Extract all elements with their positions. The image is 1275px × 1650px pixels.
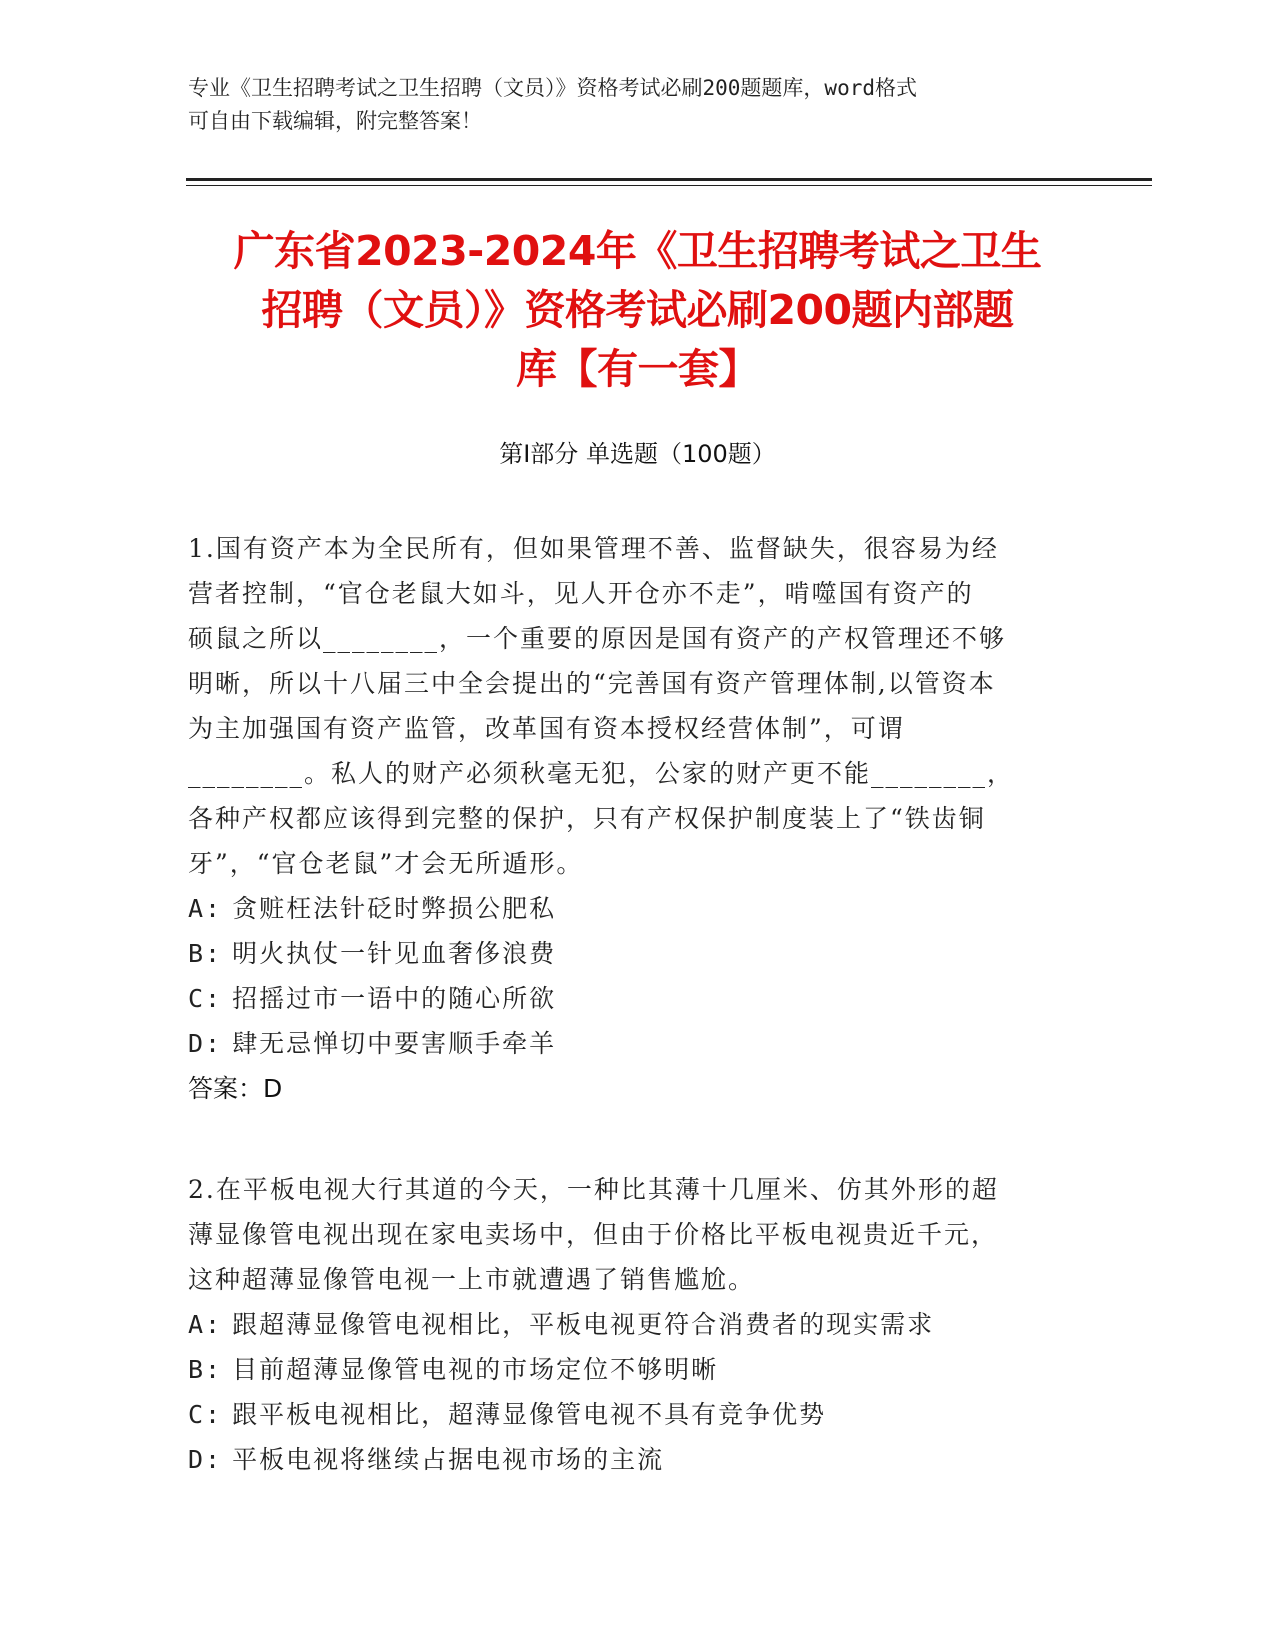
option-letter: A:: [188, 1310, 223, 1339]
option-letter: C:: [188, 984, 223, 1013]
option-text: 招摇过市一语中的随心所欲: [232, 984, 557, 1013]
option-a: [188, 886, 1088, 931]
document-title: [150, 222, 1125, 399]
stem-line: 1.国有资产本为全民所有，但如果管理不善、监督缺失，很容易为经: [188, 534, 999, 563]
header-note: [188, 72, 1088, 138]
header-note-line: 专业《卫生招聘考试之卫生招聘（文员）》资格考试必刷200题题库，word格式: [188, 76, 917, 100]
stem-line: 这种超薄显像管电视一上市就遭遇了销售尴尬。: [188, 1265, 756, 1294]
option-d: [188, 1021, 1088, 1066]
option-a: [188, 1302, 1088, 1347]
option-d: [188, 1437, 1088, 1482]
title-line: 广东省2023-2024年《卫生招聘考试之卫生: [233, 227, 1042, 275]
option-text: 跟超薄显像管电视相比，平板电视更符合消费者的现实需求: [232, 1310, 935, 1339]
option-b: [188, 931, 1088, 976]
option-text: 跟平板电视相比，超薄显像管电视不具有竞争优势: [232, 1400, 827, 1429]
option-letter: D:: [188, 1445, 223, 1474]
header-divider-thin: [186, 185, 1152, 186]
option-text: 目前超薄显像管电视的市场定位不够明晰: [232, 1355, 719, 1384]
stem-line: 营者控制，“官仓老鼠大如斗，见人开仓亦不走”，啃噬国有资产的: [188, 579, 974, 608]
option-letter: D:: [188, 1029, 223, 1058]
option-letter: A:: [188, 894, 223, 923]
option-letter: C:: [188, 1400, 223, 1429]
stem-line: ________。私人的财产必须秋毫无犯，公家的财产更不能________，: [188, 759, 1015, 788]
option-c: [188, 1392, 1088, 1437]
question-stem: [188, 526, 1088, 886]
stem-line: 为主加强国有资产监管，改革国有资本授权经营体制”，可谓: [188, 714, 905, 743]
option-text: 明火执仗一针见血奢侈浪费: [232, 939, 557, 968]
option-b: [188, 1347, 1088, 1392]
answer-key: 答案：D: [188, 1074, 283, 1103]
option-text: 贪赃枉法针砭时弊损公肥私: [232, 894, 557, 923]
section-heading: 第I部分 单选题（100题）: [499, 440, 776, 468]
option-letter: B:: [188, 939, 223, 968]
title-line: 招聘（文员）》资格考试必刷200题内部题: [261, 286, 1014, 334]
stem-line: 牙”，“官仓老鼠”才会无所遁形。: [188, 849, 584, 878]
header-note-line: 可自由下载编辑，附完整答案！: [188, 109, 482, 133]
stem-line: 各种产权都应该得到完整的保护，只有产权保护制度装上了“铁齿铜: [188, 804, 986, 833]
option-text: 平板电视将继续占据电视市场的主流: [232, 1445, 665, 1474]
stem-line: 2.在平板电视大行其道的今天，一种比其薄十几厘米、仿其外形的超: [188, 1175, 999, 1204]
option-c: [188, 976, 1088, 1021]
question-2: [188, 1167, 1088, 1482]
option-letter: B:: [188, 1355, 223, 1384]
stem-line: 硕鼠之所以________，一个重要的原因是国有资产的产权管理还不够: [188, 624, 1007, 653]
stem-line: 明晰，所以十八届三中全会提出的“完善国有资产管理体制,以管资本: [188, 669, 996, 698]
question-1: [188, 526, 1088, 1111]
question-stem: [188, 1167, 1088, 1302]
stem-line: 薄显像管电视出现在家电卖场中，但由于价格比平板电视贵近千元，: [188, 1220, 999, 1249]
header-divider-thick: [186, 178, 1152, 181]
title-line: 库【有一套】: [516, 345, 759, 393]
option-text: 肆无忌惮切中要害顺手牵羊: [232, 1029, 557, 1058]
